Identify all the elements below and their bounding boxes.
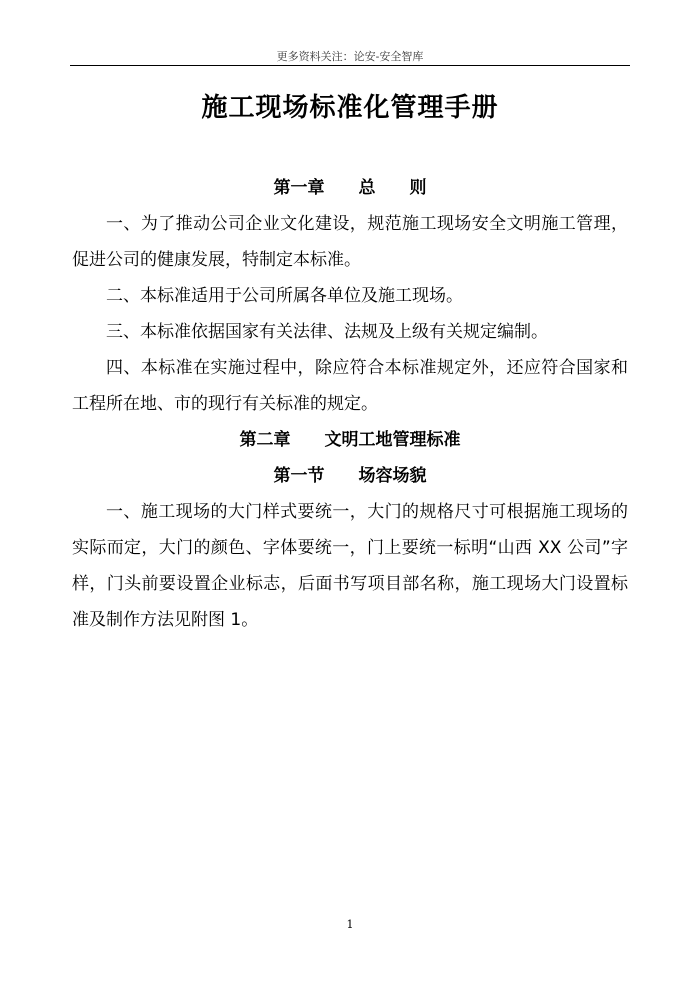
page-header-note: 更多资料关注：论安-安全智库 bbox=[276, 50, 424, 63]
header-divider bbox=[70, 65, 630, 66]
chapter-1-paragraph-1: 一、为了推动公司企业文化建设，规范施工现场安全文明施工管理，促进公司的健康发展，特制定本标准。 bbox=[72, 214, 628, 270]
document-title: 施工现场标准化管理手册 bbox=[201, 93, 499, 123]
document-body bbox=[72, 170, 628, 638]
section-1-heading: 第一节 场容场貌 bbox=[273, 466, 427, 486]
chapter-1-paragraph-3: 三、本标准依据国家有关法律、法规及上级有关规定编制。 bbox=[106, 322, 548, 342]
chapter-1-paragraph-4: 四、本标准在实施过程中，除应符合本标准规定外，还应符合国家和工程所在地、市的现行有关标准的规定。 bbox=[72, 358, 628, 414]
section-1-paragraph-1: 一、施工现场的大门样式要统一，大门的规格尺寸可根据施工现场的实际而定，大门的颜色、字体要统一，门上要统一标明“山西 XX 公司”字样，门头前要设置企业标志，后面书写项目部名称，施工现场大门设置标准及制作方法见附图 1。 bbox=[72, 502, 628, 630]
page-number: 1 bbox=[346, 918, 354, 931]
chapter-1-paragraph-2: 二、本标准适用于公司所属各单位及施工现场。 bbox=[106, 286, 463, 306]
chapter-1-heading: 第一章 总 则 bbox=[273, 178, 427, 198]
chapter-2-heading: 第二章 文明工地管理标准 bbox=[239, 430, 461, 450]
